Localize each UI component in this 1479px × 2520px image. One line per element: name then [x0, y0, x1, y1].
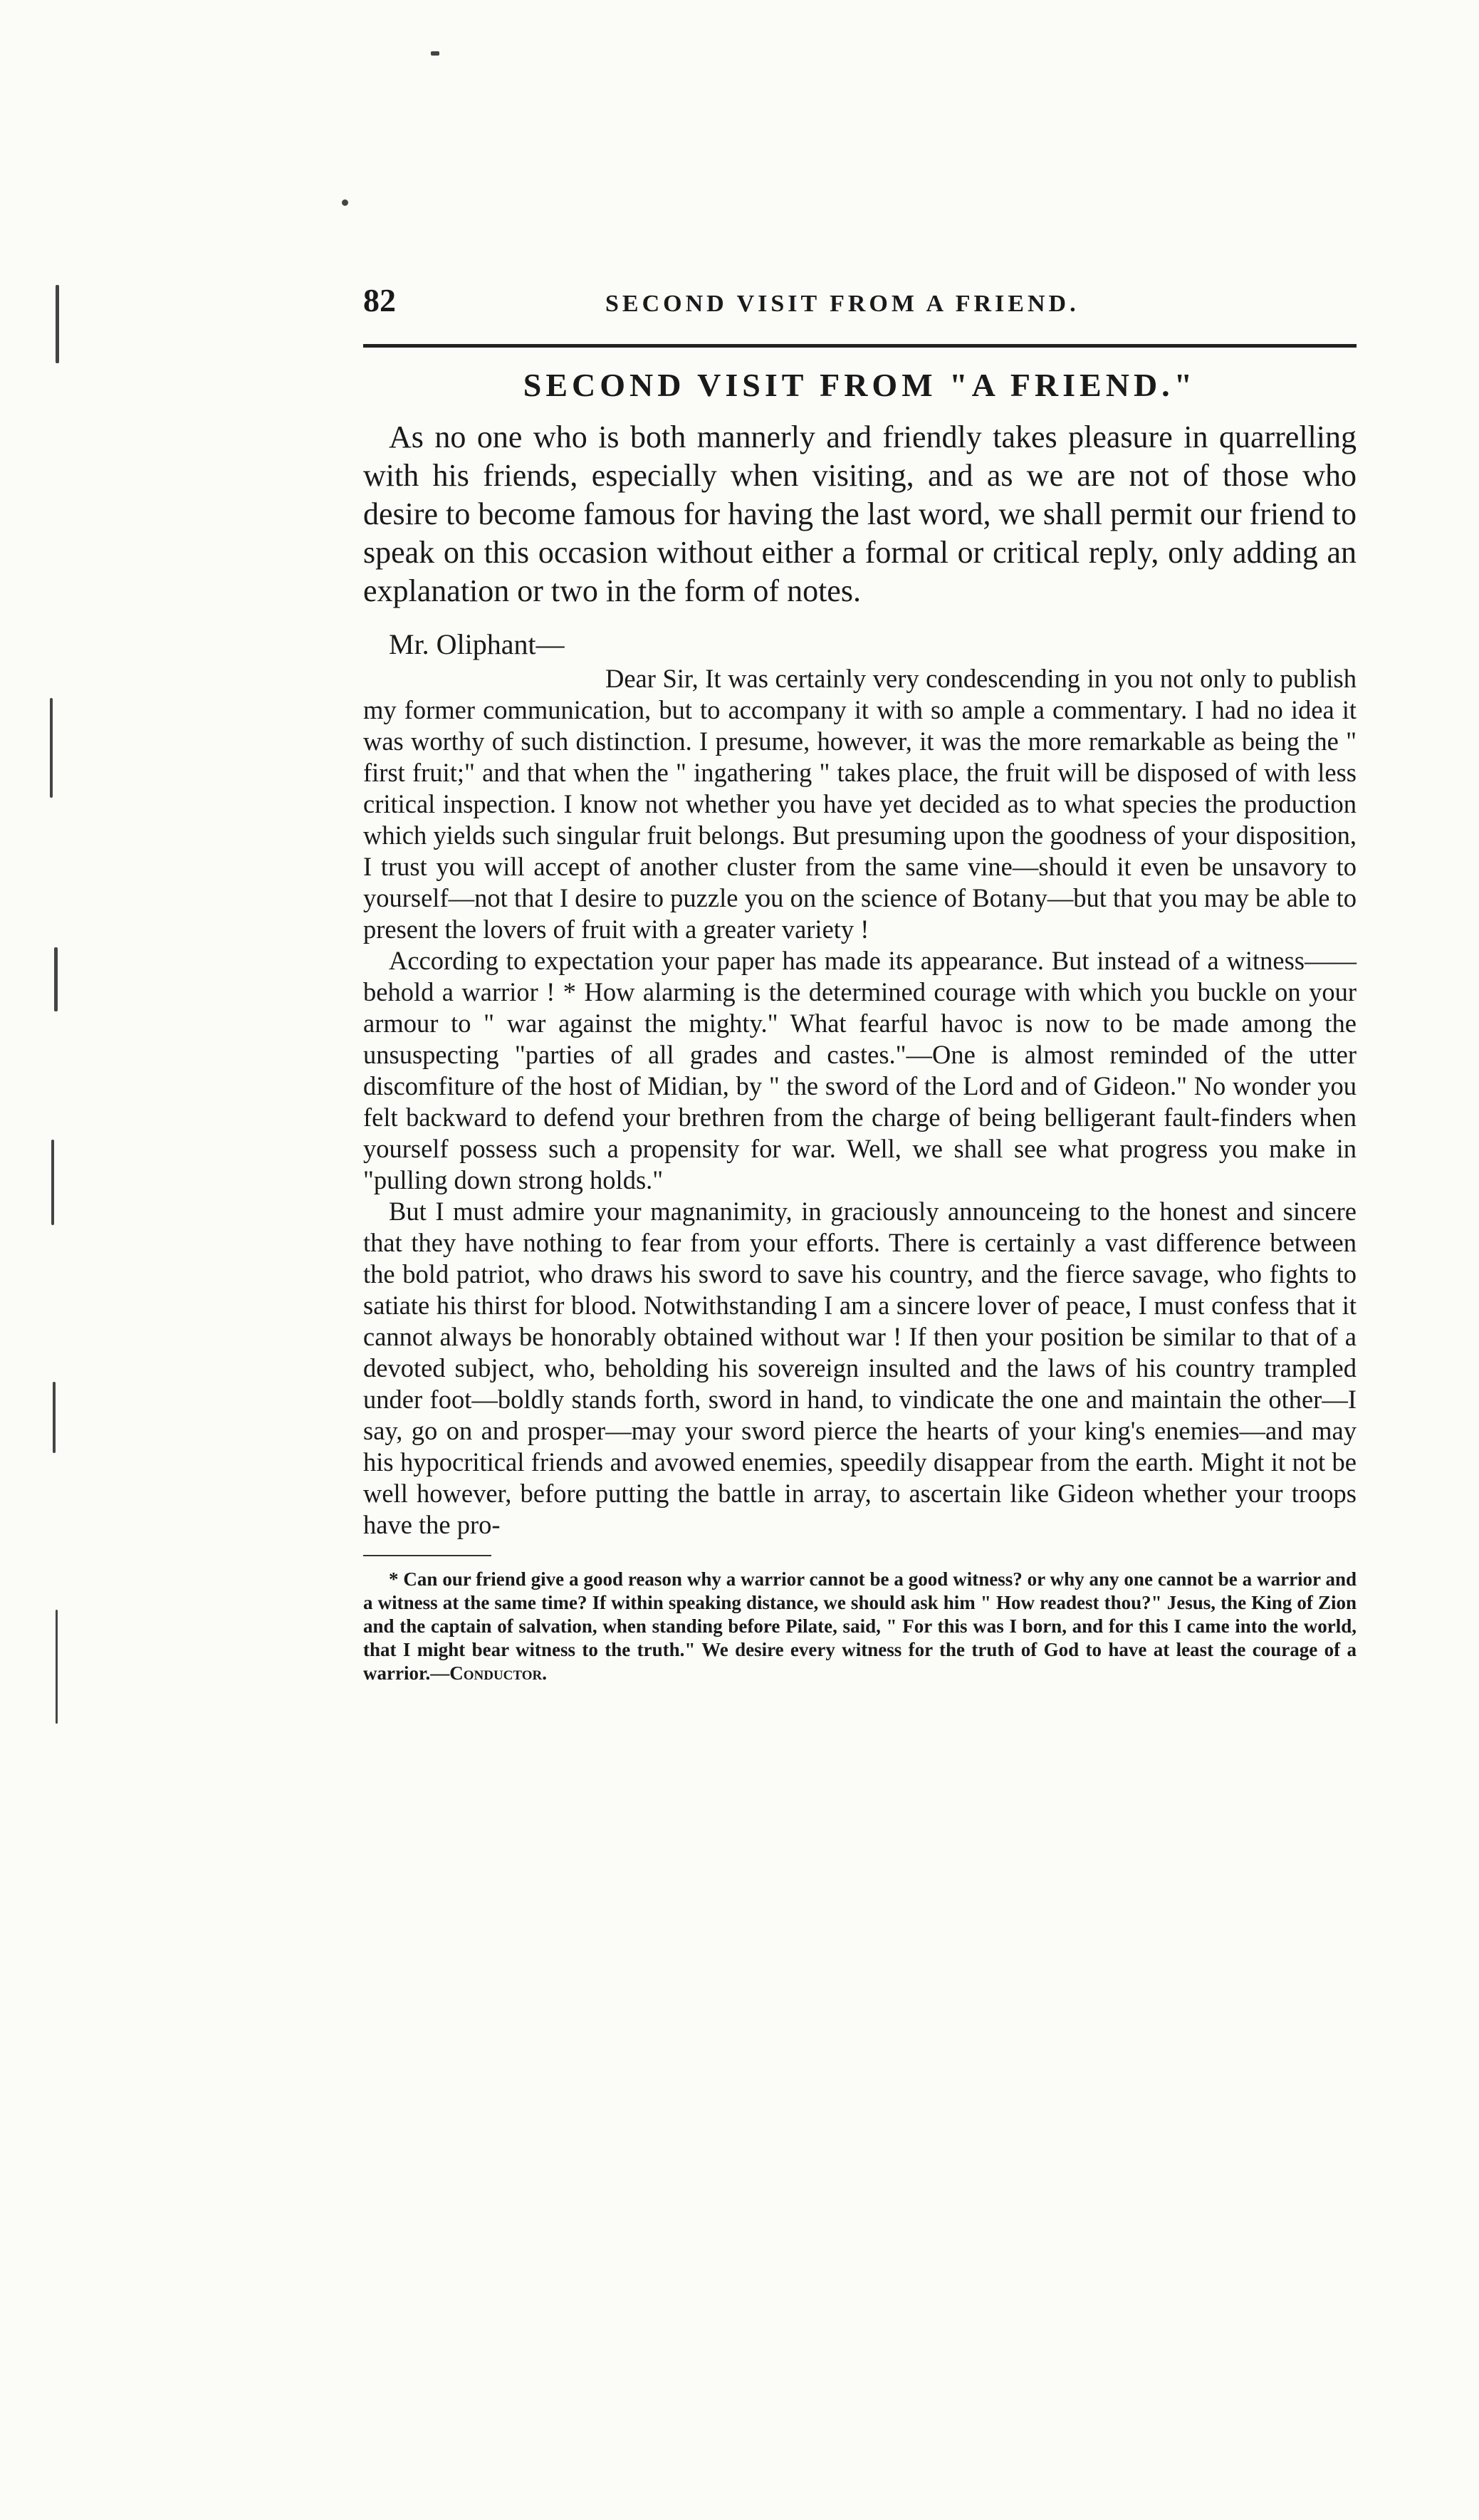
letter-paragraph-1: Dear Sir, It was certainly very condescending in you not only to publish my former communication, but to accompany it with so ample a commentary. I had no idea it was worthy of such distinction. I presume, however, it was the more remarkable as being the " first fruit;" and that when the " ingathering " takes place, the fruit will be disposed of with less critical inspection. I know not whether you have yet decided as to what species the production which yields such singular fruit belongs. But presuming upon the goodness of your disposition, I trust you will accept of another cluster from the same vine—should it even be unsavory to yourself—not that I desire to puzzle you on the science of Botany—but that you may be able to present the lovers of fruit with a greater variety ! [363, 664, 1357, 944]
footnote-text: * Can our friend give a good reason why a warrior cannot be a good witness? or why any one cannot be a warrior and a witness at the same time? If within speaking distance, we should ask him " How readest thou?" Jesus, the King of Zion and the captain of salvation, when standing before Pilate, said, " For this was I born, and for this I came into the world, that I might bear witness to the truth." We desire every witness for the truth of God to have at least the courage of a warrior.— [363, 1568, 1357, 1684]
running-head [363, 281, 1357, 331]
footnote [363, 1568, 1357, 1685]
footnote-signature: Conductor. [449, 1662, 547, 1684]
article-title: SECOND VISIT FROM "A FRIEND." [523, 367, 1197, 403]
page-number: 82 [363, 282, 396, 318]
footnote-rule [363, 1555, 491, 1556]
letter-paragraph-2: According to expectation your paper has made its appearance. But instead of a witness——behold a warrior ! * How alarming is the determined courage with which you buckle on your armour to " war against the mighty." What fearful havoc is now to be made among the unsuspecting "parties of all grades and castes."—One is almost reminded of the utter discomfiture of the host of Midian, by " the sword of the Lord and of Gideon." No wonder you felt backward to defend your brethren from the charge of being belligerant fault-finders when yourself possess such a propensity for war. Well, we shall see what progress you make in "pulling down strong holds." [363, 946, 1357, 1194]
salutation: Mr. Oliphant— [389, 628, 565, 660]
letter-paragraph-3: But I must admire your magnanimity, in graciously announceing to the honest and sincere that they have nothing to fear from your efforts. There is certainly a vast difference between the bold patriot, who draws his sword to save his country, and the fierce savage, who fights to satiate his thirst for blood. Notwithstanding I am a sincere lover of peace, I must confess that it cannot always be honorably obtained without war ! If then your position be similar to that of a devoted subject, who, beholding his sovereign insulted and the laws of his country trampled under foot—boldly stands forth, sword in hand, to vindicate the one and maintain the other—I say, go on and prosper—may your sword pierce the hearts of your king's enemies—and may his hypocritical friends and avowed enemies, speedily disappear from the earth. Might it not be well however, before putting the battle in array, to ascertain like Gideon whether your troops have the pro- [363, 1197, 1357, 1539]
header-rule [363, 344, 1357, 348]
book-page [363, 281, 1357, 1685]
running-title: SECOND VISIT FROM A FRIEND. [605, 291, 1080, 317]
editor-intro: As no one who is both mannerly and friendly takes pleasure in quarrelling with his friends, especially when visiting, and as we are not of those who desire to become famous for having the last word, we shall permit our friend to speak on this occasion without either a formal or critical reply, only adding an explanation or two in the form of notes. [363, 420, 1357, 608]
